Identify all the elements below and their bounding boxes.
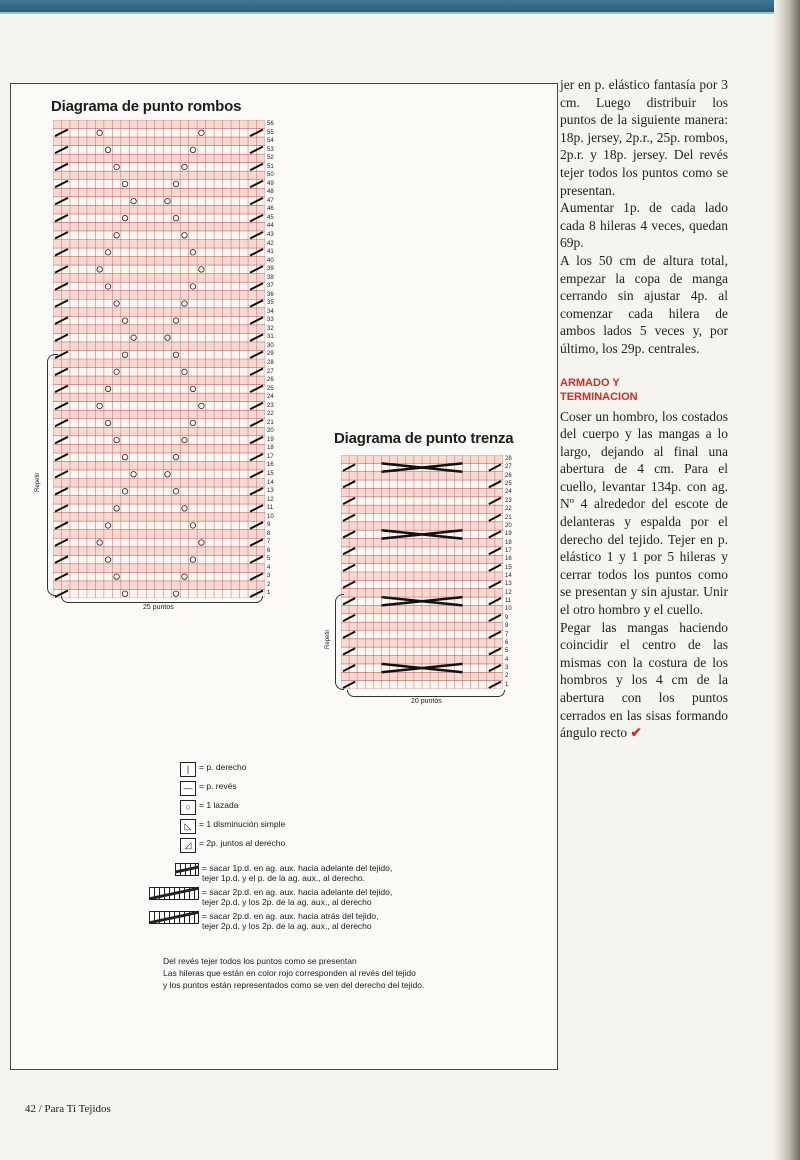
row-number: 38 bbox=[267, 274, 274, 281]
rombos-grid bbox=[53, 120, 265, 598]
rombos-title: Diagrama de punto rombos bbox=[51, 98, 242, 115]
row-number: 10 bbox=[267, 513, 274, 520]
paragraph: Coser un hombro, los costados del cuerpo y las mangas a lo largo, dejando al final una abertura de 4 cm. Para el cuello, levantar 134p. con ag. Nº 4 alrededor del escote de delanteras y espalda por el derecho del tejido. Tejer en p. elástico 1 y 1 por 5 hileras y cerrar todos los puntos como se presentan y sin ajustar. Unir el otro hombro y el cuello. bbox=[560, 408, 728, 618]
legend-row-juntos bbox=[180, 838, 392, 853]
rombos-caption: 25 puntos bbox=[143, 604, 174, 611]
trenza-caption: 20 puntos bbox=[411, 698, 442, 705]
row-number: 19 bbox=[267, 436, 274, 443]
row-number: 11 bbox=[267, 505, 274, 512]
cable-one-front-icon bbox=[175, 863, 199, 876]
row-number: 47 bbox=[267, 197, 274, 204]
row-number: 23 bbox=[505, 497, 512, 504]
legend-row-cable3 bbox=[180, 911, 392, 931]
row-number: 43 bbox=[267, 231, 274, 238]
note-line: Del revés tejer todos los puntos como se presentan bbox=[163, 956, 357, 966]
knit-stitch-icon: | bbox=[180, 762, 196, 777]
trenza-title: Diagrama de punto trenza bbox=[334, 430, 514, 447]
row-number: 54 bbox=[267, 138, 274, 145]
row-number: 18 bbox=[267, 445, 274, 452]
trenza-chart bbox=[341, 455, 503, 689]
instructions-column bbox=[560, 76, 728, 742]
row-number: 48 bbox=[267, 189, 274, 196]
row-number: 13 bbox=[267, 488, 274, 495]
paragraph: A los 50 cm de altura total, empezar la copa de manga cerrando sin ajustar 4p. al comenzar cada hilera de ambos lados 5 veces y, por último, los 29p. centrales. bbox=[560, 252, 728, 356]
row-number: 5 bbox=[505, 648, 509, 655]
trenza-grid bbox=[341, 455, 503, 689]
legend-text: = sacar 2p.d. en ag. aux. hacia atrás del tejido, tejer 2p.d. y los 2p. de la ag. aux., al derecho bbox=[202, 911, 379, 931]
legend-text: = 1 lazada bbox=[199, 800, 239, 810]
row-number: 40 bbox=[267, 257, 274, 264]
row-number: 55 bbox=[267, 129, 274, 136]
row-number: 24 bbox=[267, 394, 274, 401]
row-number: 26 bbox=[505, 472, 512, 479]
row-number: 45 bbox=[267, 214, 274, 221]
top-accent-line bbox=[0, 12, 800, 14]
row-number: 52 bbox=[267, 155, 274, 162]
note-line: Las hileras que están en color rojo corresponden al revés del tejido bbox=[163, 968, 416, 978]
legend bbox=[180, 762, 392, 935]
yarn-over-icon: ○ bbox=[180, 800, 196, 815]
row-number: 13 bbox=[505, 581, 512, 588]
cable-two-front-icon bbox=[149, 887, 199, 900]
rombos-repeat-label: Repetir bbox=[35, 472, 41, 492]
row-number: 50 bbox=[267, 172, 274, 179]
top-color-band bbox=[0, 0, 800, 12]
rombos-width-bracket bbox=[61, 596, 263, 603]
row-number: 49 bbox=[267, 180, 274, 187]
row-number: 44 bbox=[267, 223, 274, 230]
rombos-repeat-bracket bbox=[47, 354, 58, 596]
row-number: 37 bbox=[267, 283, 274, 290]
row-number: 7 bbox=[267, 539, 271, 546]
row-number: 20 bbox=[505, 522, 512, 529]
row-number: 2 bbox=[267, 581, 271, 588]
row-number: 2 bbox=[505, 673, 509, 680]
row-number: 21 bbox=[267, 419, 274, 426]
row-number: 18 bbox=[505, 539, 512, 546]
legend-text: = 1 disminución simple bbox=[199, 819, 286, 829]
row-number: 25 bbox=[505, 481, 512, 488]
purl-stitch-icon: — bbox=[180, 781, 196, 796]
row-number: 33 bbox=[267, 317, 274, 324]
row-number: 27 bbox=[505, 464, 512, 471]
row-number: 25 bbox=[267, 385, 274, 392]
row-number: 15 bbox=[267, 470, 274, 477]
row-number: 14 bbox=[267, 479, 274, 486]
paragraph-final: Pegar las mangas haciendo coincidir el centro de las mismas con la costura de los hombros y los 4 cm de la abertura con los puntos cerrados en las sisas formando ángulo recto ✔ bbox=[560, 619, 728, 741]
row-number: 9 bbox=[267, 522, 271, 529]
cable-two-back-icon bbox=[149, 911, 199, 924]
row-number: 29 bbox=[267, 351, 274, 358]
trenza-repeat-label: Repetir bbox=[325, 629, 331, 649]
paragraph: Aumentar 1p. de cada lado cada 8 hileras 4 veces, quedan 69p. bbox=[560, 200, 728, 251]
row-number: 3 bbox=[505, 664, 509, 671]
row-number: 20 bbox=[267, 428, 274, 435]
row-number: 9 bbox=[505, 614, 509, 621]
row-number: 19 bbox=[505, 531, 512, 538]
row-number: 21 bbox=[505, 514, 512, 521]
row-number: 51 bbox=[267, 163, 274, 170]
row-number: 22 bbox=[505, 506, 512, 513]
row-number: 34 bbox=[267, 308, 274, 315]
row-number: 24 bbox=[505, 489, 512, 496]
legend-row-cable1 bbox=[180, 863, 392, 883]
row-number: 3 bbox=[267, 573, 271, 580]
row-number: 8 bbox=[267, 530, 271, 537]
row-number: 23 bbox=[267, 402, 274, 409]
row-number: 16 bbox=[505, 556, 512, 563]
row-number: 5 bbox=[267, 556, 271, 563]
row-number: 6 bbox=[505, 639, 509, 646]
row-number: 39 bbox=[267, 266, 274, 273]
row-number: 6 bbox=[267, 547, 271, 554]
legend-text: = sacar 2p.d. en ag. aux. hacia adelante del tejido, tejer 2p.d. y los 2p. de la ag. aux., al derecho bbox=[202, 887, 393, 907]
legend-text: = 2p. juntos al derecho bbox=[199, 838, 286, 848]
row-number: 15 bbox=[505, 564, 512, 571]
row-number: 17 bbox=[267, 453, 274, 460]
row-number: 4 bbox=[267, 564, 271, 571]
legend-row-derecho bbox=[180, 762, 392, 777]
row-number: 12 bbox=[267, 496, 274, 503]
decrease-icon: ◺ bbox=[180, 819, 196, 834]
page-binding-shadow bbox=[774, 0, 800, 1160]
paragraph: jer en p. elástico fantasía por 3 cm. Luego distribuir los puntos de la siguiente manera: 18p. jersey, 2p.r., 25p. rombos, 2p.r. y 18p. jersey. Del revés tejer todos los puntos como se presentan. bbox=[560, 77, 728, 198]
row-number: 22 bbox=[267, 411, 274, 418]
row-number: 12 bbox=[505, 589, 512, 596]
row-number: 53 bbox=[267, 146, 274, 153]
rombos-chart bbox=[53, 120, 265, 598]
trenza-repeat-bracket bbox=[335, 594, 344, 690]
legend-text: = p. derecho bbox=[199, 762, 247, 772]
legend-row-lazada bbox=[180, 800, 392, 815]
trenza-width-bracket bbox=[347, 690, 505, 697]
page-footer: 42 / Para Ti Tejidos bbox=[25, 1103, 111, 1115]
row-number: 16 bbox=[267, 462, 274, 469]
row-number: 7 bbox=[505, 631, 509, 638]
legend-row-cable2 bbox=[180, 887, 392, 907]
row-number: 4 bbox=[505, 656, 509, 663]
row-number: 27 bbox=[267, 368, 274, 375]
note-line: y los puntos están representados como se ven del derecho del tejido. bbox=[163, 980, 425, 990]
row-number: 11 bbox=[505, 598, 512, 605]
row-number: 8 bbox=[505, 623, 509, 630]
row-number: 10 bbox=[505, 606, 512, 613]
legend-text: = p. revés bbox=[199, 781, 237, 791]
row-number: 14 bbox=[505, 573, 512, 579]
diagram-notes bbox=[163, 955, 493, 991]
row-number: 28 bbox=[267, 360, 274, 366]
row-number: 42 bbox=[267, 240, 274, 247]
row-number: 31 bbox=[267, 334, 274, 341]
row-number: 35 bbox=[267, 300, 274, 307]
section-heading: ARMADO Y TERMINACION bbox=[560, 376, 638, 403]
row-number: 41 bbox=[267, 249, 274, 256]
row-number: 36 bbox=[267, 291, 274, 298]
check-icon: ✔ bbox=[630, 725, 642, 741]
row-number: 1 bbox=[267, 590, 271, 597]
row-number: 28 bbox=[505, 456, 512, 462]
row-number: 26 bbox=[267, 377, 274, 384]
legend-row-reves bbox=[180, 781, 392, 796]
row-number: 1 bbox=[505, 681, 509, 688]
knit-two-together-icon: ◿ bbox=[180, 838, 196, 853]
row-number: 17 bbox=[505, 547, 512, 554]
row-number: 56 bbox=[267, 121, 274, 127]
legend-text: = sacar 1p.d. en ag. aux. hacia adelante del tejido, tejer 1p.d. y el p. de la ag. aux., al derecho. bbox=[202, 863, 393, 883]
legend-row-disminucion bbox=[180, 819, 392, 834]
row-number: 30 bbox=[267, 342, 274, 349]
row-number: 32 bbox=[267, 325, 274, 332]
row-number: 46 bbox=[267, 206, 274, 213]
